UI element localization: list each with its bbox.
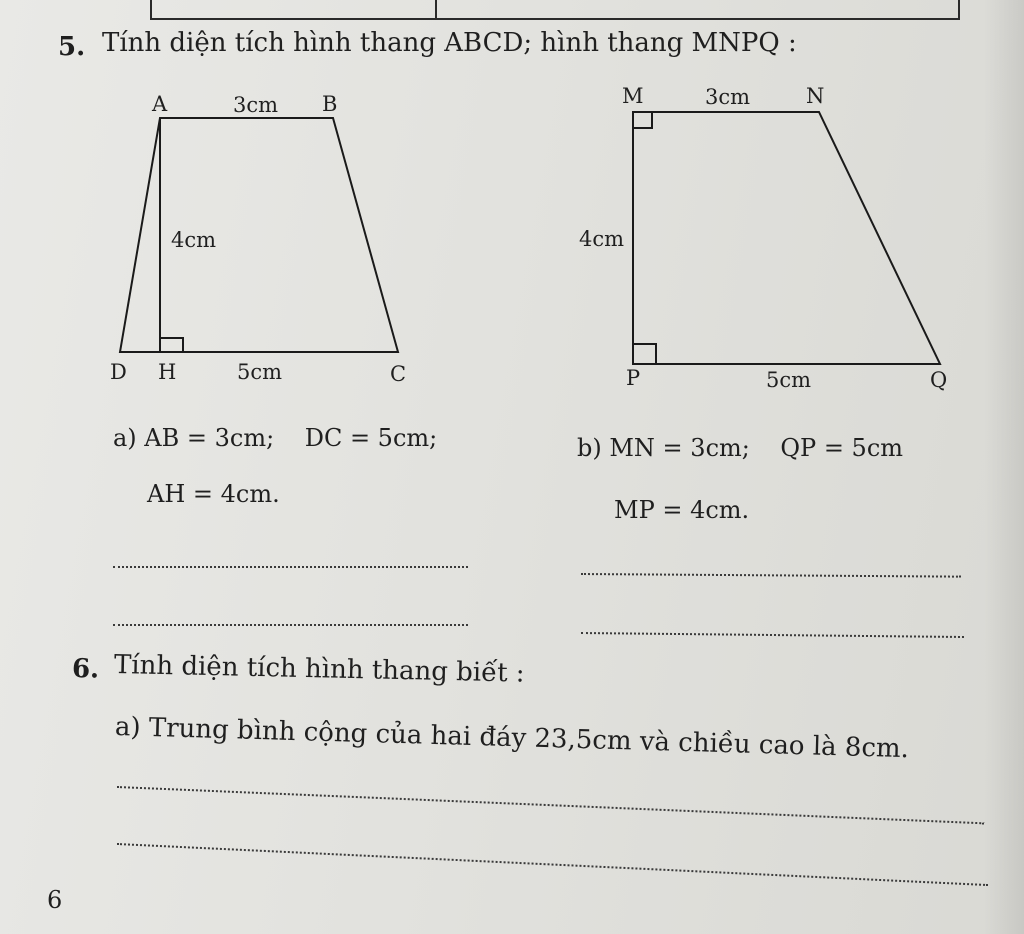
answer-line-a-1 <box>113 566 468 568</box>
part-b-line-1: b) MN = 3cm; QP = 5cm <box>577 434 904 462</box>
exercise-5-title: Tính diện tích hình thang ABCD; hình thang MNPQ : <box>102 28 797 58</box>
right-angle-h <box>160 338 183 352</box>
label-mp-length: 4cm <box>579 227 625 251</box>
trapezoid-abcd <box>120 118 398 352</box>
right-angle-m <box>633 112 652 128</box>
exercise-5-number: 5. <box>58 32 86 62</box>
label-n: N <box>806 84 825 108</box>
trapezoid-mnpq <box>633 112 940 364</box>
label-h: H <box>158 360 177 384</box>
label-c: C <box>390 362 407 386</box>
page-number: 6 <box>47 886 63 914</box>
right-angle-p <box>633 344 656 364</box>
label-mn-length: 3cm <box>705 85 751 109</box>
answer-line-a-2 <box>113 624 468 626</box>
exercise-6-number: 6. <box>71 654 100 685</box>
part-a-line-2: AH = 4cm. <box>147 480 280 508</box>
label-qp-length: 5cm <box>766 368 812 392</box>
exercise-6-part-a: a) Trung bình cộng của hai đáy 23,5cm và chiều cao là 8cm. <box>114 712 910 765</box>
label-ah-length: 4cm <box>171 228 217 252</box>
label-q: Q <box>930 368 948 392</box>
exercise-6-title: Tính diện tích hình thang biết : <box>113 650 525 689</box>
label-ab-length: 3cm <box>233 93 279 117</box>
label-b: B <box>322 92 338 116</box>
part-b-line-2: MP = 4cm. <box>614 496 750 524</box>
label-dc-length: 5cm <box>237 360 283 384</box>
label-a: A <box>152 92 168 116</box>
label-m: M <box>622 84 644 108</box>
label-p: P <box>626 366 641 390</box>
part-a-line-1: a) AB = 3cm; DC = 5cm; <box>113 424 438 452</box>
label-d: D <box>110 360 127 384</box>
